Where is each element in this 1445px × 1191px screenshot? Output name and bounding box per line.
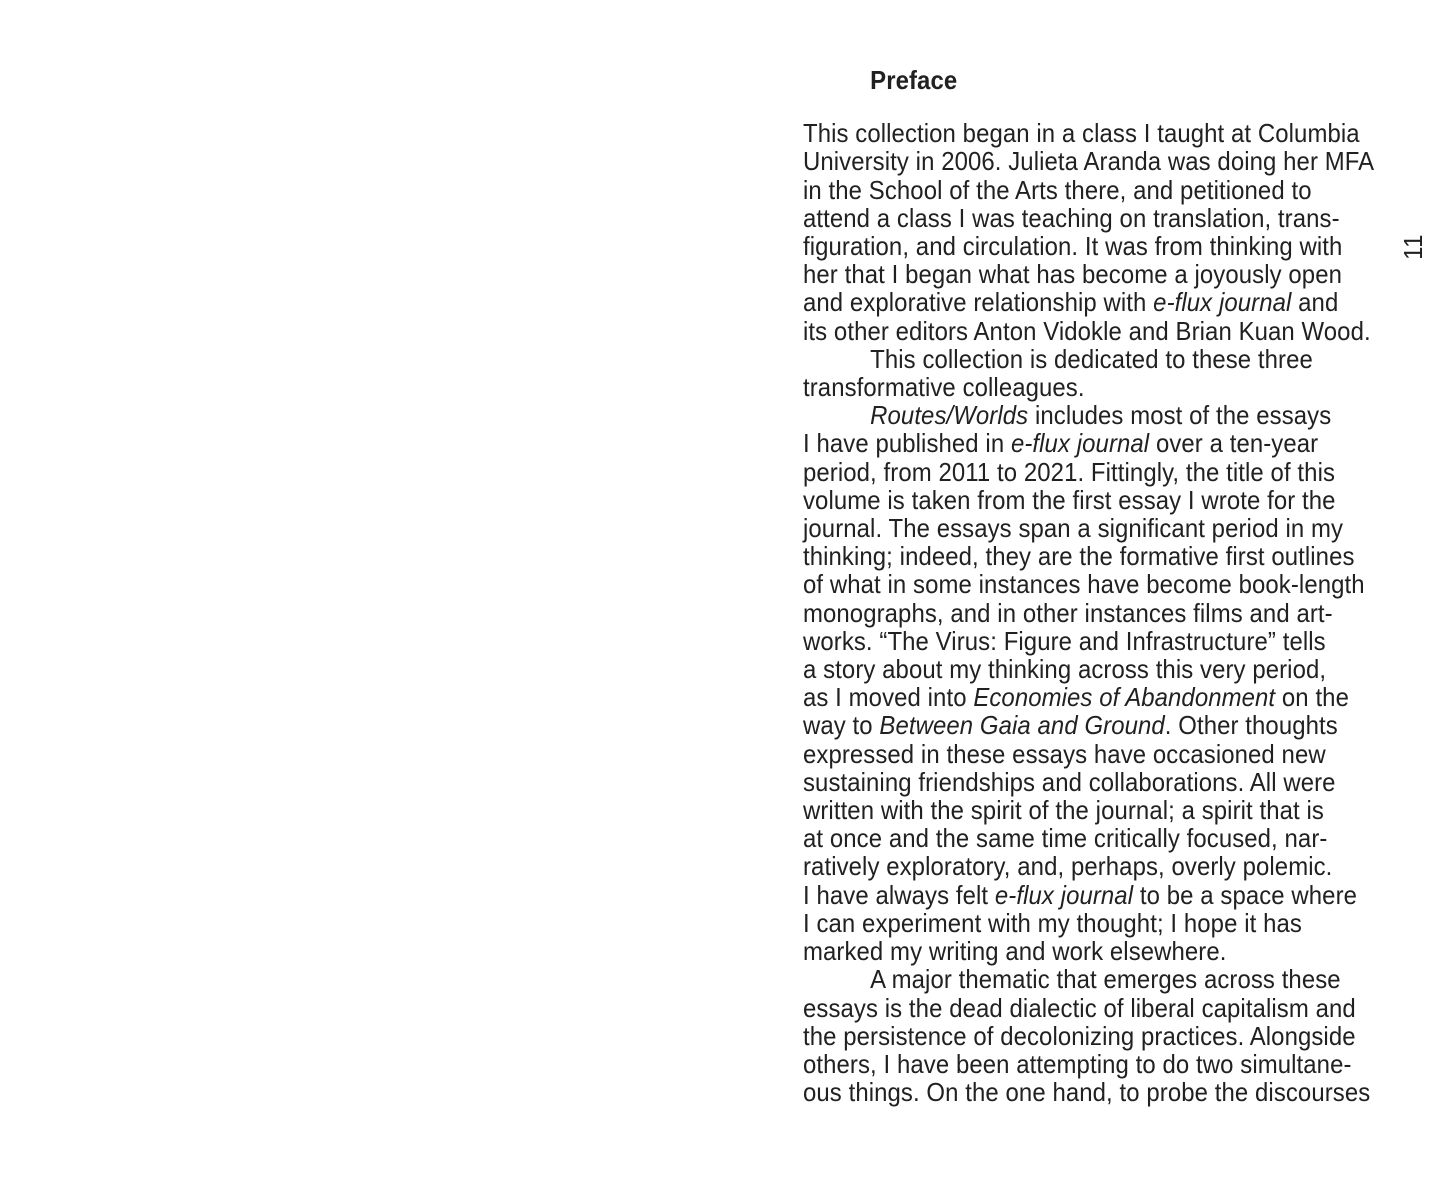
italic-text-segment: e-flux journal <box>994 879 1134 910</box>
text-segment: I can experiment with my thought; I hope it has <box>803 907 1302 938</box>
text-line <box>803 655 1396 683</box>
text-line <box>803 627 1396 655</box>
text-segment: her that I began what has become a joyously open <box>803 259 1342 290</box>
text-line <box>803 683 1396 711</box>
italic-text-segment: Economies of Abandonment <box>973 682 1276 713</box>
text-line <box>803 796 1396 824</box>
text-line <box>803 401 1396 429</box>
text-line <box>803 881 1396 909</box>
text-line <box>803 599 1396 627</box>
text-segment: monographs, and in other instances films and art- <box>803 597 1333 628</box>
text-segment: way to <box>803 710 880 741</box>
text-segment: journal. The essays span a significant period in my <box>803 513 1344 544</box>
text-segment: figuration, and circulation. It was from thinking with <box>803 231 1343 262</box>
text-segment: sustaining friendships and collaborations. All were <box>803 766 1336 797</box>
text-segment: to be a space where <box>1133 879 1358 910</box>
text-line <box>803 824 1396 852</box>
text-line <box>803 147 1396 175</box>
text-segment: of what in some instances have become book-length <box>803 569 1365 600</box>
text-line <box>803 373 1396 401</box>
text-segment: a story about my thinking across this very period, <box>803 654 1327 685</box>
text-segment: over a ten-year <box>1149 428 1319 459</box>
text-line <box>803 740 1396 768</box>
text-line <box>803 768 1396 796</box>
text-line <box>803 852 1396 880</box>
text-segment: and <box>1291 287 1339 318</box>
text-line <box>803 232 1396 260</box>
text-segment: essays is the dead dialectic of liberal capitalism and <box>803 992 1356 1023</box>
page-title: Preface <box>870 65 958 95</box>
text-line <box>803 260 1396 288</box>
text-line <box>803 204 1396 232</box>
paragraph <box>803 345 1396 401</box>
paragraph <box>803 965 1396 1106</box>
text-line <box>803 1050 1396 1078</box>
text-line <box>803 514 1396 542</box>
text-segment: expressed in these essays have occasioned new <box>803 738 1326 769</box>
text-segment: attend a class I was teaching on translation, trans- <box>803 202 1340 233</box>
italic-text-segment: Between Gaia and Ground <box>879 710 1165 741</box>
text-line <box>803 711 1396 739</box>
text-segment: works. “The Virus: Figure and Infrastructure” tells <box>803 625 1326 656</box>
text-segment: in the School of the Arts there, and petitioned to <box>803 174 1312 205</box>
text-segment: I have always felt <box>803 879 995 910</box>
text-line <box>803 965 1396 993</box>
text-segment: on the <box>1275 682 1349 713</box>
text-segment: ous things. On the one hand, to probe the discourses <box>803 1077 1371 1108</box>
text-line <box>803 176 1396 204</box>
text-segment: thinking; indeed, they are the formative first outlines <box>803 541 1355 572</box>
text-segment: others, I have been attempting to do two simultane- <box>803 1048 1352 1079</box>
text-segment: the persistence of decolonizing practices. Alongside <box>803 1020 1356 1051</box>
text-segment: written with the spirit of the journal; a spirit that is <box>803 795 1324 826</box>
text-segment: volume is taken from the first essay I wrote for the <box>803 484 1336 515</box>
italic-text-segment: e-flux journal <box>1153 287 1292 318</box>
text-segment: A major thematic that emerges across these <box>870 964 1341 995</box>
body-text <box>803 119 1396 1106</box>
text-line <box>803 345 1396 373</box>
text-line <box>803 288 1396 316</box>
text-line <box>803 542 1396 570</box>
text-line <box>803 486 1396 514</box>
text-segment: . Other thoughts <box>1164 710 1338 741</box>
text-segment: period, from 2011 to 2021. Fittingly, the title of this <box>803 456 1336 487</box>
paragraph <box>803 119 1396 345</box>
text-segment: I have published in <box>803 428 1011 459</box>
text-segment: marked my writing and work elsewhere. <box>803 936 1227 967</box>
text-line <box>803 1078 1396 1106</box>
text-line <box>803 1022 1396 1050</box>
text-segment: includes most of the essays <box>1028 400 1332 431</box>
preface-text-column <box>803 66 1396 1106</box>
text-line <box>803 570 1396 598</box>
text-segment: and explorative relationship with <box>803 287 1154 318</box>
text-line <box>803 937 1396 965</box>
italic-text-segment: e-flux journal <box>1010 428 1150 459</box>
text-segment: This collection is dedicated to these three <box>870 343 1313 374</box>
text-segment: This collection began in a class I taught at Columbia <box>803 118 1360 149</box>
text-segment: University in 2006. Julieta Aranda was doing her MFA <box>803 146 1375 177</box>
text-segment: transformative colleagues. <box>803 372 1085 403</box>
text-line <box>803 429 1396 457</box>
text-line <box>803 119 1396 147</box>
italic-text-segment: Routes/Worlds <box>870 400 1029 431</box>
text-line <box>803 994 1396 1022</box>
page-number: 11 <box>1398 234 1428 260</box>
paragraph <box>803 401 1396 965</box>
text-segment: at once and the same time critically focused, nar- <box>803 823 1328 854</box>
text-segment: as I moved into <box>803 682 974 713</box>
text-line <box>803 458 1396 486</box>
text-segment: its other editors Anton Vidokle and Brian Kuan Wood. <box>803 315 1371 346</box>
text-segment: ratively exploratory, and, perhaps, overly polemic. <box>803 851 1333 882</box>
text-line <box>803 909 1396 937</box>
text-line <box>803 317 1396 345</box>
